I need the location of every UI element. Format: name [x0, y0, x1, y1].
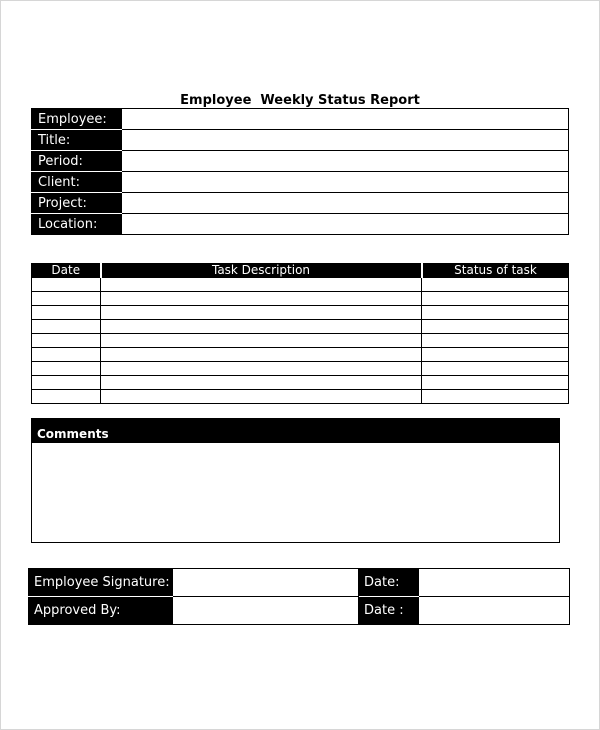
table-row: [32, 292, 569, 306]
table-row: [32, 334, 569, 348]
date-cell[interactable]: [32, 306, 101, 320]
status-cell[interactable]: [422, 320, 569, 334]
approval-date-field[interactable]: [419, 597, 570, 625]
status-cell[interactable]: [422, 362, 569, 376]
status-cell[interactable]: [422, 348, 569, 362]
date-cell[interactable]: [32, 390, 101, 404]
info-row-period: [32, 151, 569, 172]
task-description-cell[interactable]: [101, 390, 422, 404]
status-cell[interactable]: [422, 292, 569, 306]
info-row-location: [32, 214, 569, 235]
table-row: [32, 278, 569, 292]
info-label-project: Project:: [32, 193, 122, 214]
client-field[interactable]: [122, 172, 569, 193]
date-cell[interactable]: [32, 348, 101, 362]
approved-by-label: Approved By:: [29, 597, 173, 625]
info-row-employee: [32, 109, 569, 130]
info-row-title: [32, 130, 569, 151]
date-cell[interactable]: [32, 278, 101, 292]
status-cell[interactable]: [422, 376, 569, 390]
task-description-cell[interactable]: [101, 376, 422, 390]
table-row: [32, 376, 569, 390]
info-row-client: [32, 172, 569, 193]
date-cell[interactable]: [32, 362, 101, 376]
employee-info-table: [31, 108, 569, 235]
column-header-status: Status of task: [422, 263, 569, 278]
document-title: Employee Weekly Status Report: [180, 93, 420, 108]
comments-field[interactable]: [32, 443, 559, 541]
table-row: [32, 348, 569, 362]
column-header-date: Date: [32, 263, 101, 278]
table-row: [32, 320, 569, 334]
status-cell[interactable]: [422, 390, 569, 404]
employee-field[interactable]: [122, 109, 569, 130]
info-row-project: [32, 193, 569, 214]
table-row: [32, 306, 569, 320]
date-cell[interactable]: [32, 334, 101, 348]
status-cell[interactable]: [422, 334, 569, 348]
approval-row: [29, 597, 570, 625]
task-description-cell[interactable]: [101, 306, 422, 320]
date-label: Date:: [359, 569, 419, 597]
approval-date-label: Date :: [359, 597, 419, 625]
task-table: [31, 263, 569, 404]
date-cell[interactable]: [32, 376, 101, 390]
signature-table: [28, 568, 570, 625]
table-row: [32, 390, 569, 404]
employee-signature-label: Employee Signature:: [29, 569, 173, 597]
comments-heading: Comments: [32, 419, 559, 443]
task-table-header: [32, 263, 569, 278]
task-description-cell[interactable]: [101, 334, 422, 348]
column-header-task-description: Task Description: [101, 263, 422, 278]
info-label-employee: Employee:: [32, 109, 122, 130]
period-field[interactable]: [122, 151, 569, 172]
task-description-cell[interactable]: [101, 292, 422, 306]
task-description-cell[interactable]: [101, 278, 422, 292]
task-description-cell[interactable]: [101, 348, 422, 362]
project-field[interactable]: [122, 193, 569, 214]
employee-signature-field[interactable]: [173, 569, 359, 597]
location-field[interactable]: [122, 214, 569, 235]
status-cell[interactable]: [422, 278, 569, 292]
status-cell[interactable]: [422, 306, 569, 320]
comments-box: [31, 418, 560, 543]
info-label-title: Title:: [32, 130, 122, 151]
info-label-location: Location:: [32, 214, 122, 235]
signature-row: [29, 569, 570, 597]
table-row: [32, 362, 569, 376]
task-description-cell[interactable]: [101, 320, 422, 334]
approved-by-field[interactable]: [173, 597, 359, 625]
date-cell[interactable]: [32, 292, 101, 306]
task-description-cell[interactable]: [101, 362, 422, 376]
title-field[interactable]: [122, 130, 569, 151]
date-cell[interactable]: [32, 320, 101, 334]
info-label-period: Period:: [32, 151, 122, 172]
signature-date-field[interactable]: [419, 569, 570, 597]
info-label-client: Client:: [32, 172, 122, 193]
